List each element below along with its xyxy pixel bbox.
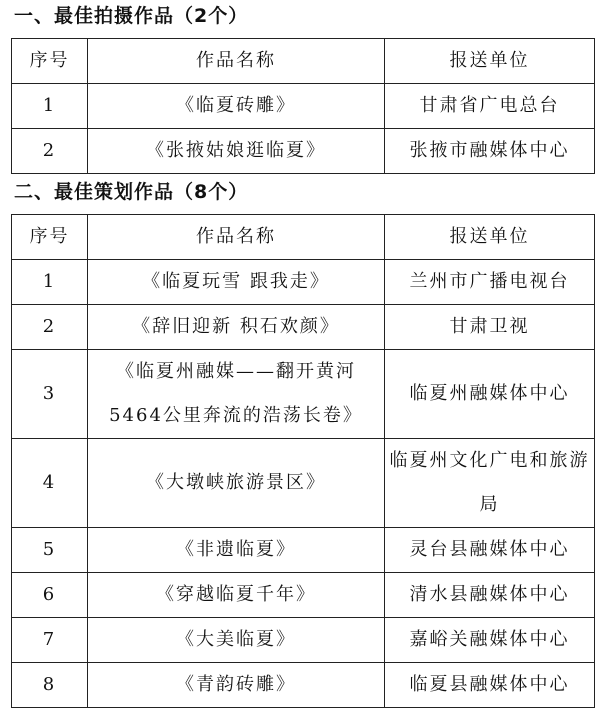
row-index: 2 bbox=[12, 129, 88, 174]
header-unit: 报送单位 bbox=[385, 39, 595, 84]
row-index: 4 bbox=[12, 439, 88, 528]
header-index: 序号 bbox=[12, 215, 88, 260]
row-unit: 临夏州文化广电和旅游局 bbox=[385, 439, 595, 528]
table-row bbox=[12, 260, 595, 305]
table-row bbox=[12, 350, 595, 439]
row-unit: 张掖市融媒体中心 bbox=[385, 129, 595, 174]
table-header-row bbox=[12, 39, 595, 84]
row-unit: 甘肃卫视 bbox=[385, 305, 595, 350]
row-title: 《临夏玩雪 跟我走》 bbox=[88, 260, 385, 305]
row-title: 《临夏砖雕》 bbox=[88, 84, 385, 129]
row-title: 《非遗临夏》 bbox=[88, 528, 385, 573]
row-index: 1 bbox=[12, 84, 88, 129]
row-title: 《临夏州融媒——翻开黄河5464公里奔流的浩荡长卷》 bbox=[88, 350, 385, 439]
header-index: 序号 bbox=[12, 39, 88, 84]
row-unit: 灵台县融媒体中心 bbox=[385, 528, 595, 573]
section-1-title: 一、最佳拍摄作品（2个） bbox=[14, 5, 249, 27]
row-index: 2 bbox=[12, 305, 88, 350]
row-unit: 清水县融媒体中心 bbox=[385, 573, 595, 618]
section-1-table bbox=[11, 38, 595, 174]
row-title: 《大墩峡旅游景区》 bbox=[88, 439, 385, 528]
header-title: 作品名称 bbox=[88, 39, 385, 84]
row-index: 1 bbox=[12, 260, 88, 305]
table-row bbox=[12, 129, 595, 174]
row-index: 8 bbox=[12, 663, 88, 708]
table-row bbox=[12, 305, 595, 350]
table-row bbox=[12, 528, 595, 573]
section-2-title: 二、最佳策划作品（8个） bbox=[14, 181, 249, 203]
row-index: 7 bbox=[12, 618, 88, 663]
table-header-row bbox=[12, 215, 595, 260]
row-unit: 甘肃省广电总台 bbox=[385, 84, 595, 129]
section-2-table bbox=[11, 214, 595, 708]
table-row bbox=[12, 573, 595, 618]
row-index: 6 bbox=[12, 573, 88, 618]
row-unit: 临夏州融媒体中心 bbox=[385, 350, 595, 439]
table-row bbox=[12, 663, 595, 708]
row-index: 3 bbox=[12, 350, 88, 439]
row-unit: 临夏县融媒体中心 bbox=[385, 663, 595, 708]
table-row bbox=[12, 618, 595, 663]
row-unit: 嘉峪关融媒体中心 bbox=[385, 618, 595, 663]
row-title: 《青韵砖雕》 bbox=[88, 663, 385, 708]
header-unit: 报送单位 bbox=[385, 215, 595, 260]
row-title: 《大美临夏》 bbox=[88, 618, 385, 663]
row-unit: 兰州市广播电视台 bbox=[385, 260, 595, 305]
row-title: 《穿越临夏千年》 bbox=[88, 573, 385, 618]
row-title: 《辞旧迎新 积石欢颜》 bbox=[88, 305, 385, 350]
row-index: 5 bbox=[12, 528, 88, 573]
header-title: 作品名称 bbox=[88, 215, 385, 260]
table-row bbox=[12, 84, 595, 129]
table-row bbox=[12, 439, 595, 528]
row-title: 《张掖姑娘逛临夏》 bbox=[88, 129, 385, 174]
